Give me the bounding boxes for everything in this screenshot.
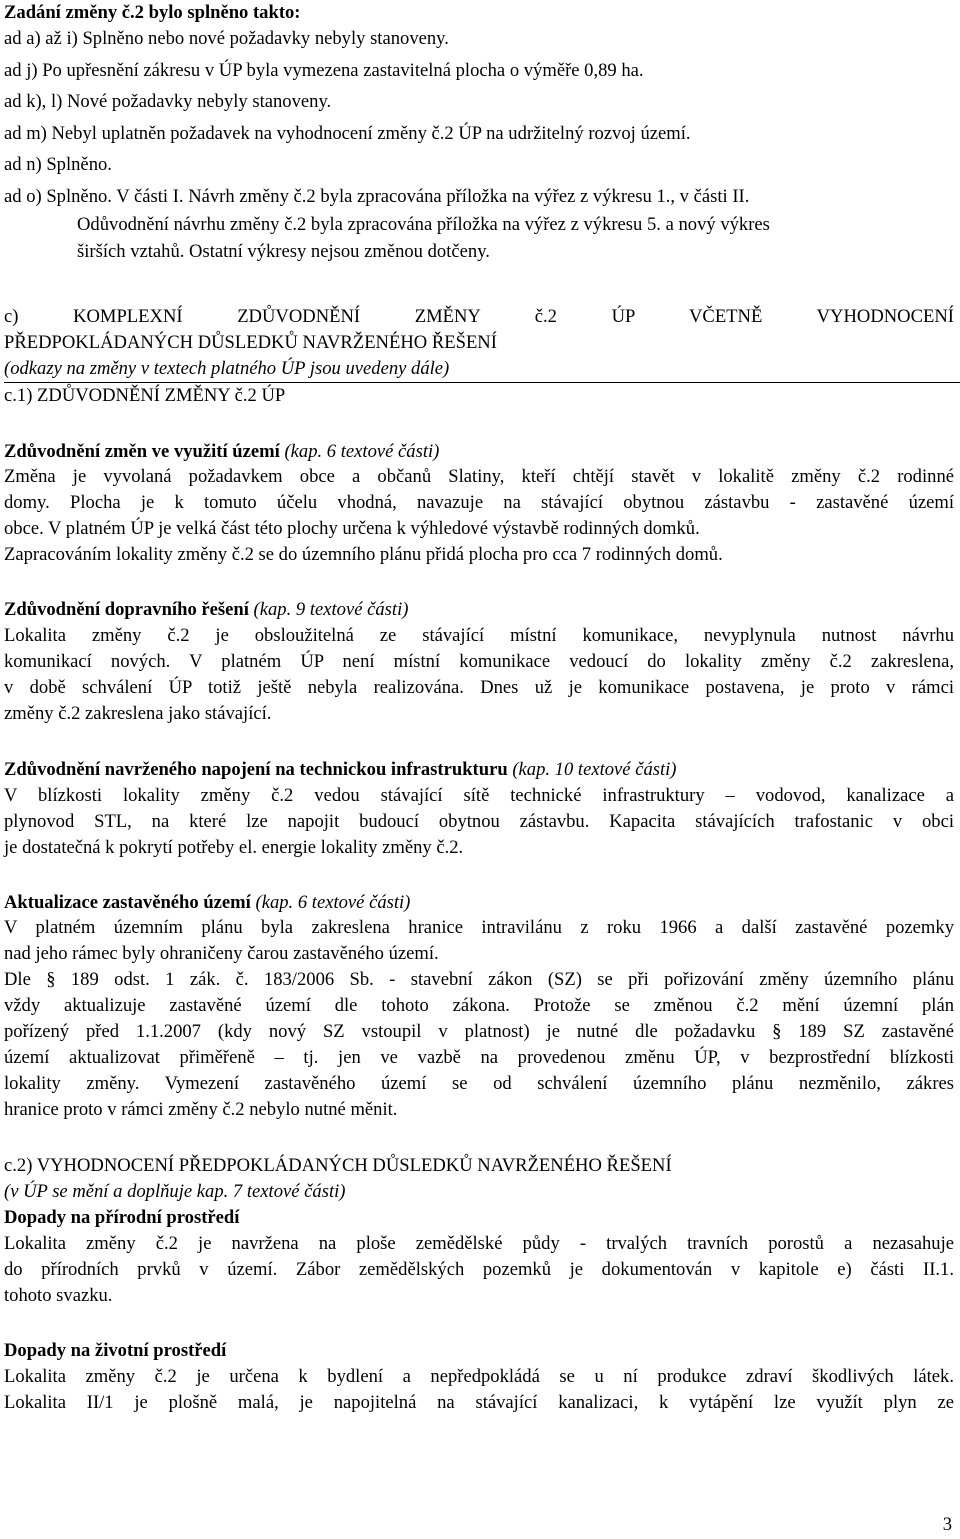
section-c2-heading: c.2) VYHODNOCENÍ PŘEDPOKLÁDANÝCH DŮSLEDKŮ NAVRŽENÉHO ŘEŠENÍ [4,1155,672,1176]
paragraph-heading [4,439,439,466]
heading-text: Zdůvodnění změn ve využití území [4,441,280,462]
paragraph-line: do přírodních prvků v území. Zábor zemědělských pozemků je dokumentován v kapitole e) části II.1. [4,1259,954,1280]
heading-ref: (kap. 9 textové části) [253,599,409,620]
paragraph-line: V blízkosti lokality změny č.2 vedou stávající sítě technické infrastruktury – vodovod, kanalizace a [4,785,954,806]
paragraph-line: nad jeho rámec byly ohraničeny čarou zastavěného území. [4,943,439,964]
section-heading: Zadání změny č.2 bylo splněno takto: [4,2,301,23]
paragraph-line: lokality změny. Vymezení zastavěného území se od schválení územního plánu nezměnilo, zákres [4,1073,954,1094]
paragraph-heading [4,597,408,624]
paragraph-line: změny č.2 zakreslena jako stávající. [4,703,272,724]
paragraph-line: Lokalita změny č.2 je obsloužitelná ze stávající místní komunikace, nevyplynula nutnost návrhu [4,625,954,646]
paragraph-line: Lokalita změny č.2 je navržena na ploše zemědělské půdy - trvalých travních porostů a nezasahuje [4,1233,954,1254]
paragraph-heading: Dopady na životní prostředí [4,1340,227,1361]
paragraph-line: Dle § 189 odst. 1 zák. č. 183/2006 Sb. - stavební zákon (SZ) se při pořizování změny územního plánu [4,969,954,990]
text-line: širších vztahů. Ostatní výkresy nejsou změnou dotčeny. [77,241,490,262]
text-line: Odůvodnění návrhu změny č.2 byla zpracována příložka na výřez z výkresu 5. a nový výkres [77,214,770,235]
paragraph-line: komunikací nových. V platném ÚP není místní komunikace vedoucí do lokality změny č.2 zakreslena, [4,651,954,672]
paragraph-line: vždy aktualizuje zastavěné území dle tohoto zákona. Protože se změnou č.2 mění územní plán [4,995,954,1016]
heading-text: Zdůvodnění dopravního řešení [4,599,249,620]
paragraph-heading: Dopady na přírodní prostředí [4,1207,240,1228]
section-c1-heading: c.1) ZDŮVODNĚNÍ ZMĚNY č.2 ÚP [4,385,286,406]
paragraph-line: hranice proto v rámci změny č.2 nebylo nutné měnit. [4,1099,398,1120]
paragraph-line: území aktualizovat přiměřeně – tj. jen ve vazbě na provedenou změnu ÚP, v bezprostřední blízkosti [4,1047,954,1068]
paragraph-line: V platném územním plánu byla zakreslena hranice intravilánu z roku 1966 a další zastavěné pozemky [4,917,954,938]
text-line: ad o) Splněno. V části I. Návrh změny č.2 byla zpracována příložka na výřez z výkresu 1., v části II. [4,186,750,207]
text-line: ad k), l) Nové požadavky nebyly stanoveny. [4,91,332,112]
text-line: ad m) Nebyl uplatněn požadavek na vyhodnocení změny č.2 ÚP na udržitelný rozvoj území. [4,123,691,144]
text-line: ad n) Splněno. [4,154,112,175]
heading-text: Zdůvodnění navrženého napojení na technickou infrastrukturu [4,759,508,780]
section-c2-note: (v ÚP se mění a doplňuje kap. 7 textové části) [4,1181,346,1202]
paragraph-line: domy. Plocha je k tomuto účelu vhodná, navazuje na stávající obytnou zástavbu - zastavěné území [4,492,954,513]
heading-text: Aktualizace zastavěného území [4,892,251,913]
paragraph-heading [4,757,677,784]
paragraph-line: pořízený před 1.1.2007 (kdy nový SZ vstoupil v platnost) je nutné dle požadavku § 189 SZ zastavěné [4,1021,954,1042]
paragraph-line: je dostatečná k pokrytí potřeby el. energie lokality změny č.2. [4,837,464,858]
paragraph-line: tohoto svazku. [4,1285,113,1306]
paragraph-heading [4,890,410,917]
section-c-note: (odkazy na změny v textech platného ÚP jsou uvedeny dále) [4,358,450,379]
paragraph-line: Lokalita II/1 je plošně malá, je napojitelná na stávající kanalizaci, k vytápění lze využít plyn ze [4,1392,954,1413]
heading-ref: (kap. 10 textové části) [512,759,677,780]
paragraph-line: Lokalita změny č.2 je určena k bydlení a nepředpokládá se u ní produkce zdraví škodlivých látek. [4,1366,954,1387]
section-c-title-line2: PŘEDPOKLÁDANÝCH DŮSLEDKŮ NAVRŽENÉHO ŘEŠENÍ [4,332,497,353]
heading-ref: (kap. 6 textové části) [284,441,440,462]
text-line: ad a) až i) Splněno nebo nové požadavky nebyly stanoveny. [4,28,449,49]
section-c-title: c) KOMPLEXNÍ ZDŮVODNĚNÍ ZMĚNY č.2 ÚP VČETNĚ VYHODNOCENÍ [4,306,954,327]
paragraph-line: Změna je vyvolaná požadavkem obce a občanů Slatiny, kteří chtějí stavět v lokalitě změny č.2 rodinné [4,466,954,487]
paragraph-line: obce. V platném ÚP je velká část této plochy určena k výhledové výstavbě rodinných domků. [4,518,700,539]
heading-ref: (kap. 6 textové části) [255,892,411,913]
paragraph-line: Zapracováním lokality změny č.2 se do územního plánu přidá plocha pro cca 7 rodinných domů. [4,544,723,565]
paragraph-line: plynovod STL, na které lze napojit budoucí obytnou zástavbu. Kapacita stávajících trafostanic v obci [4,811,954,832]
paragraph-line: v době schválení ÚP totiž ještě nebyla realizována. Dnes už je komunikace postavena, je proto v rámci [4,677,954,698]
page-number: 3 [942,1514,952,1535]
text-line: ad j) Po upřesnění zákresu v ÚP byla vymezena zastavitelná plocha o výměře 0,89 ha. [4,60,644,81]
